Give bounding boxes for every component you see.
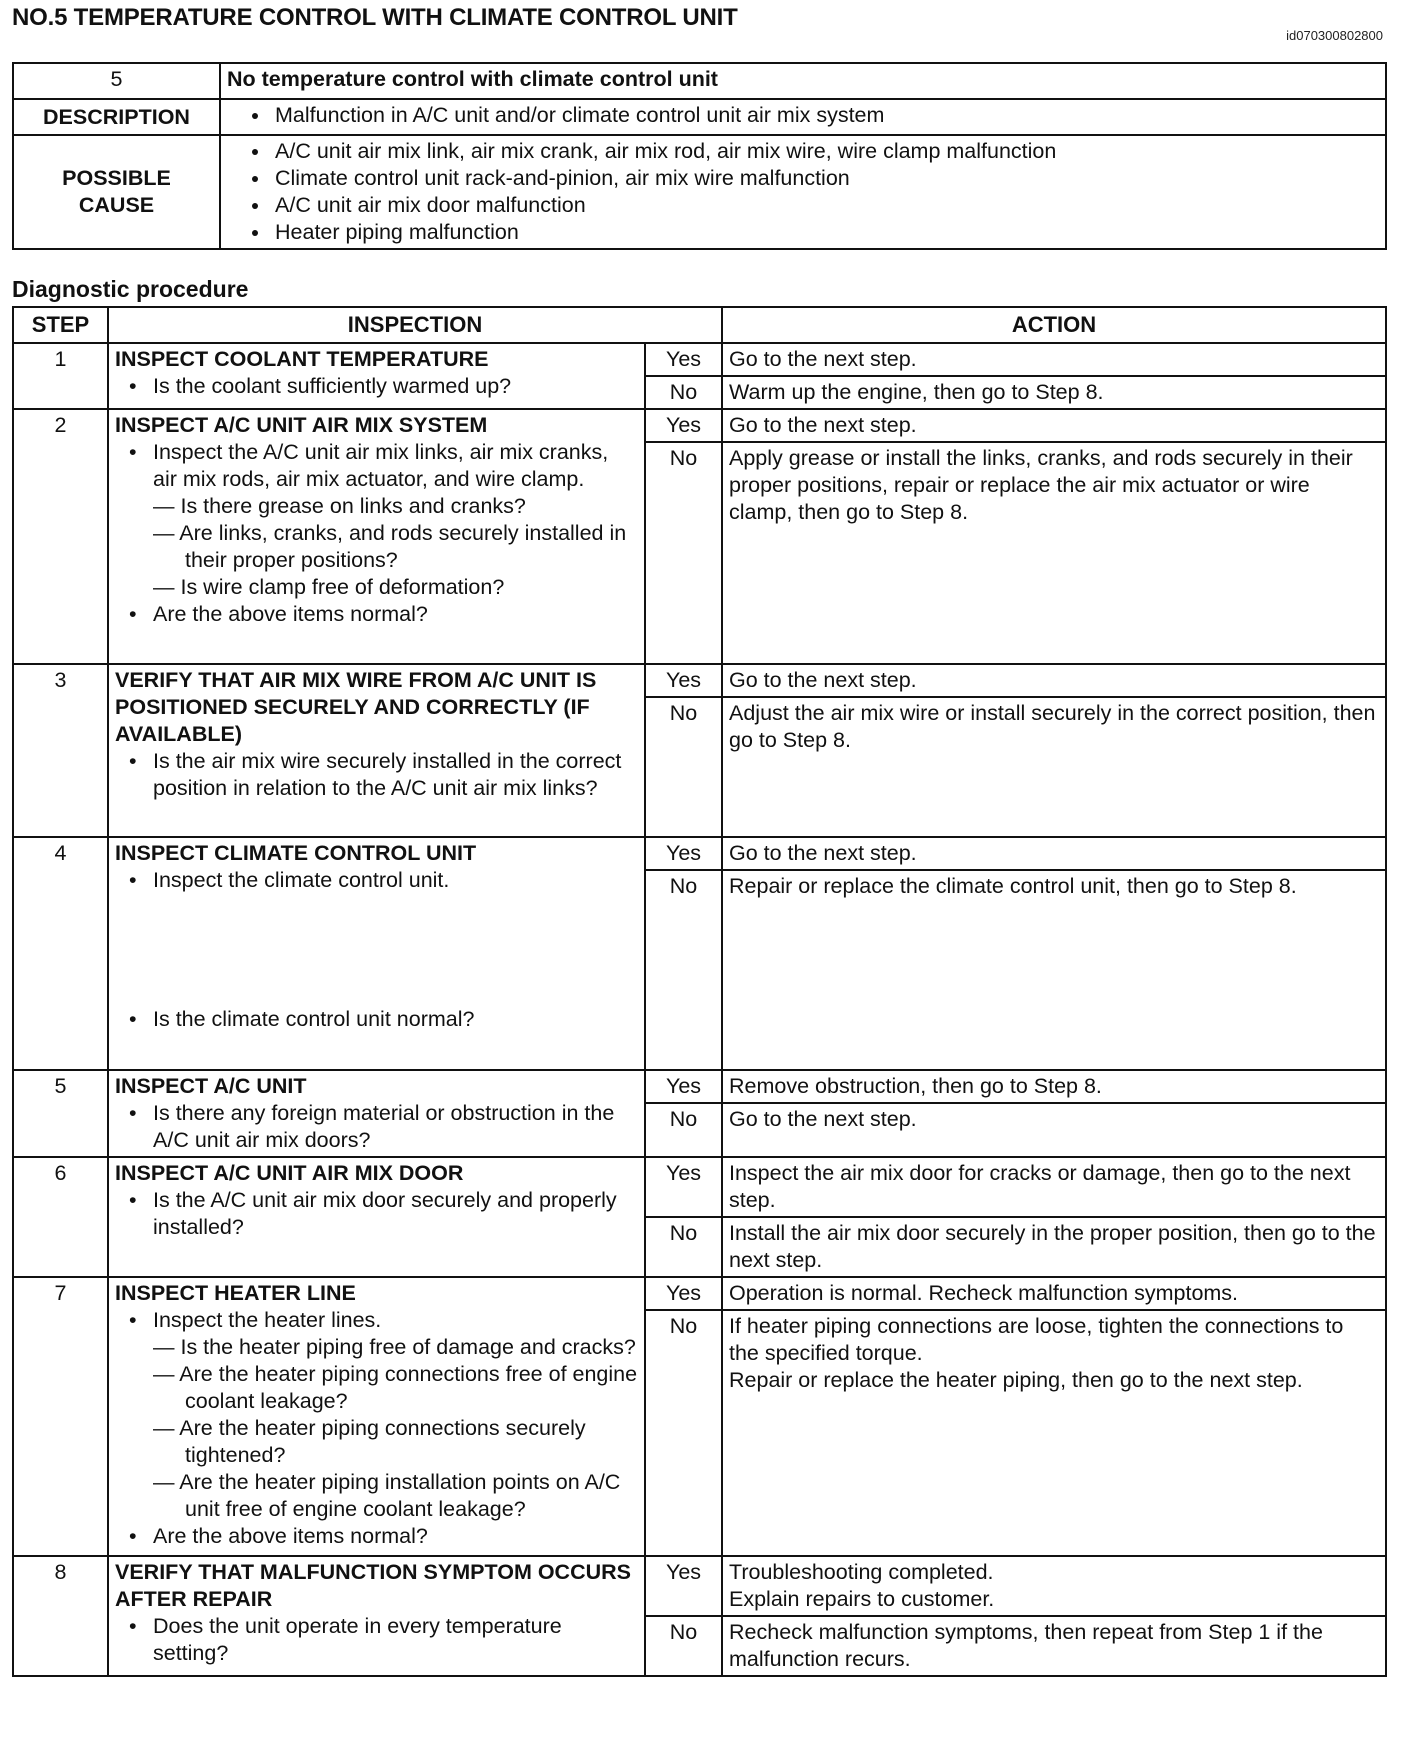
no-action: Install the air mix door securely in the proper position, then go to the next step. (722, 1217, 1386, 1277)
no-label: No (645, 1310, 722, 1556)
no-label: No (645, 1217, 722, 1277)
inspection-title: INSPECT HEATER LINE (115, 1281, 356, 1305)
yes-action: Go to the next step. (722, 837, 1386, 870)
inspection-bullet: • Inspect the A/C unit air mix links, air mix cranks, air mix rods, air mix actuator, and wire clamp. (153, 439, 638, 493)
step-number: 5 (13, 1070, 108, 1157)
possible-cause-label-line2: CAUSE (78, 193, 155, 217)
inspection-bullet: • Is the air mix wire securely installed in the correct position in relation to the A/C unit air mix links? (153, 748, 638, 802)
yes-label: Yes (645, 1157, 722, 1217)
yes-label: Yes (645, 1070, 722, 1103)
table-row (13, 1277, 1386, 1310)
no-action-line: Repair or replace the heater piping, then go to the next step. (729, 1368, 1303, 1392)
inspection-subitem: — Are the heater piping connections free of engine coolant leakage? (153, 1362, 638, 1413)
inspection-cell (108, 664, 645, 837)
yes-label: Yes (645, 1556, 722, 1616)
inspection-bullet: • Is the climate control unit normal? (153, 1006, 638, 1033)
step-number: 7 (13, 1277, 108, 1556)
inspection-subitem: — Is there grease on links and cranks? (153, 494, 526, 518)
inspection-title: INSPECT A/C UNIT (115, 1074, 307, 1098)
inspection-title: INSPECT A/C UNIT AIR MIX SYSTEM (115, 413, 488, 437)
inspection-subitem: — Are the heater piping connections securely tightened? (153, 1416, 586, 1467)
description-value (220, 99, 1386, 135)
no-action: Apply grease or install the links, cranks, and rods securely in their proper positions, repair or replace the air mix actuator or wire clamp, then go to Step 8. (722, 442, 1386, 664)
inspection-cell (108, 1070, 645, 1157)
inspection-bullet: • Does the unit operate in every temperature setting? (153, 1613, 638, 1667)
column-header-action: ACTION (722, 307, 1386, 343)
inspection-bullet: • Is the A/C unit air mix door securely and properly installed? (153, 1187, 638, 1241)
yes-action-line: Explain repairs to customer. (729, 1587, 995, 1611)
step-number: 2 (13, 409, 108, 664)
table-row (13, 664, 1386, 697)
section-title: Diagnostic procedure (12, 276, 249, 302)
possible-cause-label (13, 135, 220, 249)
no-label: No (645, 376, 722, 409)
yes-action: Operation is normal. Recheck malfunction symptoms. (722, 1277, 1386, 1310)
no-action-line: If heater piping connections are loose, tighten the connections to the specified torque. (729, 1314, 1344, 1365)
yes-action: Go to the next step. (722, 409, 1386, 442)
table-row (13, 1070, 1386, 1103)
inspection-title: INSPECT A/C UNIT AIR MIX DOOR (115, 1161, 464, 1185)
yes-label: Yes (645, 409, 722, 442)
no-action: Warm up the engine, then go to Step 8. (722, 376, 1386, 409)
summary-table (12, 62, 1387, 250)
no-label: No (645, 1103, 722, 1157)
trouble-heading: No temperature control with climate control unit (220, 63, 1386, 99)
inspection-bullet: • Are the above items normal? (153, 1523, 638, 1550)
inspection-subitem: — Is wire clamp free of deformation? (153, 575, 505, 599)
yes-action: Inspect the air mix door for cracks or damage, then go to the next step. (722, 1157, 1386, 1217)
trouble-number: 5 (13, 63, 220, 99)
inspection-bullet: • Are the above items normal? (153, 601, 638, 628)
no-action: Go to the next step. (722, 1103, 1386, 1157)
possible-cause-list (220, 135, 1386, 249)
no-action: Adjust the air mix wire or install securely in the correct position, then go to Step 8. (722, 697, 1386, 837)
yes-label: Yes (645, 837, 722, 870)
yes-action: Go to the next step. (722, 343, 1386, 376)
inspection-cell (108, 837, 645, 1070)
table-row (13, 1157, 1386, 1217)
cause-item: • A/C unit air mix door malfunction (271, 192, 1379, 219)
yes-action: Remove obstruction, then go to Step 8. (722, 1070, 1386, 1103)
yes-label: Yes (645, 664, 722, 697)
cause-item: • Heater piping malfunction (271, 219, 1379, 246)
no-label: No (645, 870, 722, 1070)
description-item: • Malfunction in A/C unit and/or climate control unit air mix system (271, 102, 1379, 129)
description-label: DESCRIPTION (13, 99, 220, 135)
column-header-step: STEP (13, 307, 108, 343)
inspection-cell (108, 1157, 645, 1277)
possible-cause-label-line1: POSSIBLE (62, 166, 171, 190)
inspection-bullet: • Inspect the heater lines. (153, 1307, 638, 1334)
step-number: 1 (13, 343, 108, 409)
table-row (13, 343, 1386, 376)
step-number: 3 (13, 664, 108, 837)
table-row (13, 837, 1386, 870)
yes-action: Go to the next step. (722, 664, 1386, 697)
inspection-cell (108, 1277, 645, 1556)
cause-item: • A/C unit air mix link, air mix crank, air mix rod, air mix wire, wire clamp malfunction (271, 138, 1379, 165)
inspection-subitem: — Are the heater piping installation points on A/C unit free of engine coolant leakage? (153, 1470, 621, 1521)
table-row (13, 1556, 1386, 1616)
page-title: NO.5 TEMPERATURE CONTROL WITH CLIMATE CONTROL UNIT (12, 4, 738, 31)
step-number: 4 (13, 837, 108, 1070)
step-number: 8 (13, 1556, 108, 1676)
no-label: No (645, 442, 722, 664)
no-action: Recheck malfunction symptoms, then repeat from Step 1 if the malfunction recurs. (722, 1616, 1386, 1676)
inspection-cell (108, 409, 645, 664)
inspection-subitem: — Are links, cranks, and rods securely installed in their proper positions? (153, 521, 627, 572)
inspection-title: INSPECT COOLANT TEMPERATURE (115, 347, 489, 371)
inspection-subitem: — Is the heater piping free of damage and cracks? (153, 1335, 636, 1359)
document-id: id070300802800 (1286, 28, 1383, 43)
cause-item: • Climate control unit rack-and-pinion, air mix wire malfunction (271, 165, 1379, 192)
step-number: 6 (13, 1157, 108, 1277)
no-label: No (645, 1616, 722, 1676)
no-action (722, 1310, 1386, 1556)
yes-action (722, 1556, 1386, 1616)
inspection-title: VERIFY THAT MALFUNCTION SYMPTOM OCCURS AFTER REPAIR (115, 1560, 631, 1611)
inspection-title: INSPECT CLIMATE CONTROL UNIT (115, 841, 477, 865)
column-header-inspection: INSPECTION (108, 307, 722, 343)
yes-label: Yes (645, 343, 722, 376)
inspection-bullet: • Inspect the climate control unit. (153, 867, 638, 894)
inspection-cell (108, 1556, 645, 1676)
yes-label: Yes (645, 1277, 722, 1310)
diagnostic-procedure-table (12, 306, 1387, 1677)
yes-action-line: Troubleshooting completed. (729, 1560, 994, 1584)
inspection-bullet: • Is the coolant sufficiently warmed up? (153, 373, 638, 400)
no-action: Repair or replace the climate control unit, then go to Step 8. (722, 870, 1386, 1070)
table-header-row (13, 307, 1386, 343)
table-row (13, 409, 1386, 442)
inspection-cell (108, 343, 645, 409)
no-label: No (645, 697, 722, 837)
inspection-bullet: • Is there any foreign material or obstruction in the A/C unit air mix doors? (153, 1100, 638, 1154)
inspection-title: VERIFY THAT AIR MIX WIRE FROM A/C UNIT IS POSITIONED SECURELY AND CORRECTLY (IF AVAILABLE) (115, 668, 597, 746)
